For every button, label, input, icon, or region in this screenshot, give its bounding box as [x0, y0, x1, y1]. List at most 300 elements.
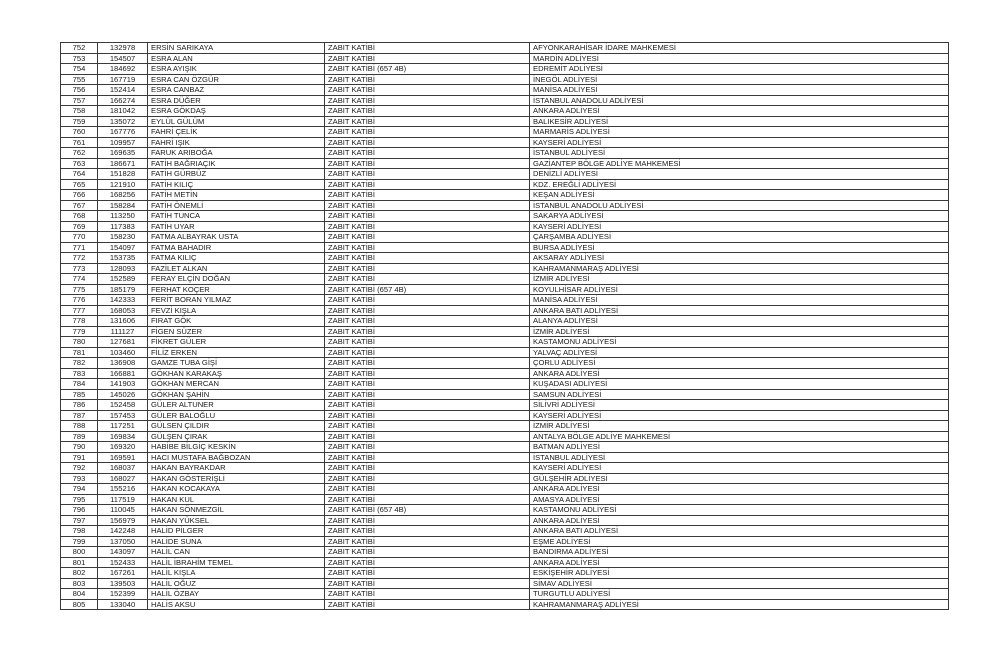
full-name-cell: FATİH UYAR	[148, 221, 325, 232]
registry-number-cell: 181042	[98, 106, 148, 117]
full-name-cell: FEVZİ KIŞLA	[148, 305, 325, 316]
row-number-cell: 796	[61, 505, 98, 516]
full-name-cell: GAMZE TUBA GİŞİ	[148, 358, 325, 369]
table-row	[61, 568, 949, 579]
assigned-unit-cell: İSTANBUL ANADOLU ADLİYESİ	[530, 200, 949, 211]
registry-number-cell: 166274	[98, 95, 148, 106]
full-name-cell: HALİS AKSU	[148, 599, 325, 610]
job-title-cell: ZABIT KATİBİ	[325, 190, 530, 201]
full-name-cell: FATİH BAĞRIAÇIK	[148, 158, 325, 169]
full-name-cell: HABİBE BİLGİÇ KESKİN	[148, 442, 325, 453]
job-title-cell: ZABIT KATİBİ	[325, 452, 530, 463]
assigned-unit-cell: KUŞADASI ADLİYESİ	[530, 379, 949, 390]
row-number-cell: 785	[61, 389, 98, 400]
registry-number-cell: 152399	[98, 589, 148, 600]
job-title-cell: ZABIT KATİBİ	[325, 85, 530, 96]
registry-number-cell: 167776	[98, 127, 148, 138]
row-number-cell: 768	[61, 211, 98, 222]
full-name-cell: GÖKHAN KARAKAŞ	[148, 368, 325, 379]
registry-number-cell: 168027	[98, 473, 148, 484]
registry-number-cell: 117383	[98, 221, 148, 232]
table-row	[61, 473, 949, 484]
assigned-unit-cell: KAYSERİ ADLİYESİ	[530, 410, 949, 421]
job-title-cell: ZABIT KATİBİ	[325, 389, 530, 400]
job-title-cell: ZABIT KATİBİ	[325, 337, 530, 348]
job-title-cell: ZABIT KATİBİ	[325, 368, 530, 379]
full-name-cell: FİGEN SÜZER	[148, 326, 325, 337]
registry-number-cell: 152589	[98, 274, 148, 285]
registry-number-cell: 152414	[98, 85, 148, 96]
full-name-cell: HALİL OĞUZ	[148, 578, 325, 589]
full-name-cell: FATİH METİN	[148, 190, 325, 201]
table-row	[61, 379, 949, 390]
assigned-unit-cell: KAYSERİ ADLİYESİ	[530, 221, 949, 232]
job-title-cell: ZABIT KATİBİ	[325, 211, 530, 222]
row-number-cell: 805	[61, 599, 98, 610]
registry-number-cell: 168053	[98, 305, 148, 316]
assigned-unit-cell: İSTANBUL ADLİYESİ	[530, 452, 949, 463]
table-row	[61, 43, 949, 54]
job-title-cell: ZABIT KATİBİ	[325, 137, 530, 148]
row-number-cell: 779	[61, 326, 98, 337]
row-number-cell: 801	[61, 557, 98, 568]
job-title-cell: ZABIT KATİBİ	[325, 347, 530, 358]
registry-number-cell: 152433	[98, 557, 148, 568]
row-number-cell: 788	[61, 421, 98, 432]
job-title-cell: ZABIT KATİBİ	[325, 106, 530, 117]
full-name-cell: HAKAN BAYRAKDAR	[148, 463, 325, 474]
assigned-unit-cell: ANKARA ADLİYESİ	[530, 557, 949, 568]
full-name-cell: GÖKHAN MERCAN	[148, 379, 325, 390]
full-name-cell: FAZİLET ALKAN	[148, 263, 325, 274]
job-title-cell: ZABIT KATİBİ	[325, 242, 530, 253]
job-title-cell: ZABIT KATİBİ	[325, 421, 530, 432]
job-title-cell: ZABIT KATİBİ	[325, 442, 530, 453]
table-row	[61, 106, 949, 117]
job-title-cell: ZABIT KATİBİ	[325, 232, 530, 243]
assigned-unit-cell: ANKARA BATI ADLİYESİ	[530, 305, 949, 316]
assigned-unit-cell: KAHRAMANMARAŞ ADLİYESİ	[530, 599, 949, 610]
job-title-cell: ZABIT KATİBİ	[325, 169, 530, 180]
table-row	[61, 253, 949, 264]
table-row	[61, 347, 949, 358]
registry-number-cell: 158284	[98, 200, 148, 211]
assigned-unit-cell: İZMİR ADLİYESİ	[530, 326, 949, 337]
assigned-unit-cell: KAYSERİ ADLİYESİ	[530, 137, 949, 148]
assigned-unit-cell: SİMAV ADLİYESİ	[530, 578, 949, 589]
table-row	[61, 578, 949, 589]
row-number-cell: 783	[61, 368, 98, 379]
row-number-cell: 767	[61, 200, 98, 211]
assigned-unit-cell: AKSARAY ADLİYESİ	[530, 253, 949, 264]
table-row	[61, 316, 949, 327]
row-number-cell: 764	[61, 169, 98, 180]
row-number-cell: 756	[61, 85, 98, 96]
table-row	[61, 295, 949, 306]
assigned-unit-cell: MANİSA ADLİYESİ	[530, 295, 949, 306]
row-number-cell: 773	[61, 263, 98, 274]
table-row	[61, 442, 949, 453]
row-number-cell: 799	[61, 536, 98, 547]
row-number-cell: 763	[61, 158, 98, 169]
registry-number-cell: 167719	[98, 74, 148, 85]
table-row	[61, 589, 949, 600]
table-row	[61, 263, 949, 274]
registry-number-cell: 154507	[98, 53, 148, 64]
registry-number-cell: 155216	[98, 484, 148, 495]
assigned-unit-cell: ANKARA ADLİYESİ	[530, 368, 949, 379]
full-name-cell: FATİH TUNCA	[148, 211, 325, 222]
full-name-cell: HAKAN GÖSTERİŞLİ	[148, 473, 325, 484]
assigned-unit-cell: ANKARA ADLİYESİ	[530, 515, 949, 526]
full-name-cell: HACI MUSTAFA BAĞBOZAN	[148, 452, 325, 463]
registry-number-cell: 151828	[98, 169, 148, 180]
assigned-unit-cell: ÇARŞAMBA ADLİYESİ	[530, 232, 949, 243]
job-title-cell: ZABIT KATİBİ	[325, 53, 530, 64]
assigned-unit-cell: YALVAÇ ADLİYESİ	[530, 347, 949, 358]
registry-number-cell: 110045	[98, 505, 148, 516]
registry-number-cell: 133040	[98, 599, 148, 610]
job-title-cell: ZABIT KATİBİ	[325, 148, 530, 159]
assigned-unit-cell: İZMİR ADLİYESİ	[530, 274, 949, 285]
table-row	[61, 505, 949, 516]
full-name-cell: FATİH GÜRBÜZ	[148, 169, 325, 180]
row-number-cell: 755	[61, 74, 98, 85]
row-number-cell: 778	[61, 316, 98, 327]
assigned-unit-cell: SİLİVRİ ADLİYESİ	[530, 400, 949, 411]
row-number-cell: 753	[61, 53, 98, 64]
assigned-unit-cell: BURSA ADLİYESİ	[530, 242, 949, 253]
table-row	[61, 484, 949, 495]
job-title-cell: ZABIT KATİBİ	[325, 116, 530, 127]
full-name-cell: HAKAN YÜKSEL	[148, 515, 325, 526]
full-name-cell: FARUK ARIBOĞA	[148, 148, 325, 159]
table-row	[61, 494, 949, 505]
job-title-cell: ZABIT KATİBİ	[325, 410, 530, 421]
job-title-cell: ZABIT KATİBİ	[325, 179, 530, 190]
full-name-cell: GÜLSEN ÇILDIR	[148, 421, 325, 432]
table-row	[61, 284, 949, 295]
job-title-cell: ZABIT KATİBİ	[325, 379, 530, 390]
full-name-cell: ESRA DÜĞER	[148, 95, 325, 106]
registry-number-cell: 185179	[98, 284, 148, 295]
full-name-cell: HAKAN KOCAKAYA	[148, 484, 325, 495]
table-row	[61, 389, 949, 400]
row-number-cell: 787	[61, 410, 98, 421]
job-title-cell: ZABIT KATİBİ	[325, 431, 530, 442]
registry-number-cell: 169591	[98, 452, 148, 463]
job-title-cell: ZABIT KATİBİ	[325, 263, 530, 274]
row-number-cell: 800	[61, 547, 98, 558]
assigned-unit-cell: ÇORLU ADLİYESİ	[530, 358, 949, 369]
assigned-unit-cell: DENİZLİ ADLİYESİ	[530, 169, 949, 180]
row-number-cell: 765	[61, 179, 98, 190]
row-number-cell: 782	[61, 358, 98, 369]
assigned-unit-cell: ANKARA ADLİYESİ	[530, 106, 949, 117]
full-name-cell: FATİH ÖNEMLİ	[148, 200, 325, 211]
job-title-cell: ZABIT KATİBİ (657 4B)	[325, 64, 530, 75]
row-number-cell: 804	[61, 589, 98, 600]
full-name-cell: ESRA CAN ÖZGÜR	[148, 74, 325, 85]
job-title-cell: ZABIT KATİBİ (657 4B)	[325, 505, 530, 516]
assigned-unit-cell: AMASYA ADLİYESİ	[530, 494, 949, 505]
full-name-cell: FERİT BORAN YILMAZ	[148, 295, 325, 306]
assigned-unit-cell: GAZİANTEP BÖLGE ADLİYE MAHKEMESİ	[530, 158, 949, 169]
registry-number-cell: 152458	[98, 400, 148, 411]
assigned-unit-cell: İSTANBUL ANADOLU ADLİYESİ	[530, 95, 949, 106]
full-name-cell: FATMA KILIÇ	[148, 253, 325, 264]
job-title-cell: ZABIT KATİBİ	[325, 200, 530, 211]
assigned-unit-cell: MARDİN ADLİYESİ	[530, 53, 949, 64]
row-number-cell: 762	[61, 148, 98, 159]
full-name-cell: ERSİN SARIKAYA	[148, 43, 325, 54]
assigned-unit-cell: ANTALYA BÖLGE ADLİYE MAHKEMESİ	[530, 431, 949, 442]
row-number-cell: 775	[61, 284, 98, 295]
row-number-cell: 803	[61, 578, 98, 589]
row-number-cell: 781	[61, 347, 98, 358]
table-row	[61, 274, 949, 285]
row-number-cell: 766	[61, 190, 98, 201]
assigned-unit-cell: KAYSERİ ADLİYESİ	[530, 463, 949, 474]
personnel-table	[60, 42, 949, 610]
table-row	[61, 148, 949, 159]
row-number-cell: 780	[61, 337, 98, 348]
registry-number-cell: 169320	[98, 442, 148, 453]
job-title-cell: ZABIT KATİBİ	[325, 578, 530, 589]
job-title-cell: ZABIT KATİBİ	[325, 547, 530, 558]
job-title-cell: ZABIT KATİBİ	[325, 158, 530, 169]
table-row	[61, 242, 949, 253]
row-number-cell: 761	[61, 137, 98, 148]
table-row	[61, 190, 949, 201]
full-name-cell: ESRA CANBAZ	[148, 85, 325, 96]
table-row	[61, 74, 949, 85]
full-name-cell: FİLİZ ERKEN	[148, 347, 325, 358]
assigned-unit-cell: BATMAN ADLİYESİ	[530, 442, 949, 453]
registry-number-cell: 167261	[98, 568, 148, 579]
job-title-cell: ZABIT KATİBİ	[325, 557, 530, 568]
table-row	[61, 53, 949, 64]
job-title-cell: ZABIT KATİBİ	[325, 95, 530, 106]
registry-number-cell: 135072	[98, 116, 148, 127]
registry-number-cell: 168256	[98, 190, 148, 201]
row-number-cell: 757	[61, 95, 98, 106]
job-title-cell: ZABIT KATİBİ	[325, 484, 530, 495]
row-number-cell: 758	[61, 106, 98, 117]
registry-number-cell: 184692	[98, 64, 148, 75]
assigned-unit-cell: TURGUTLU ADLİYESİ	[530, 589, 949, 600]
assigned-unit-cell: MARMARİS ADLİYESİ	[530, 127, 949, 138]
job-title-cell: ZABIT KATİBİ	[325, 599, 530, 610]
full-name-cell: HALİD PİLGER	[148, 526, 325, 537]
row-number-cell: 770	[61, 232, 98, 243]
job-title-cell: ZABIT KATİBİ	[325, 221, 530, 232]
registry-number-cell: 168037	[98, 463, 148, 474]
registry-number-cell: 145026	[98, 389, 148, 400]
table-row	[61, 158, 949, 169]
table-row	[61, 557, 949, 568]
assigned-unit-cell: KOYULHİSAR ADLİYESİ	[530, 284, 949, 295]
row-number-cell: 797	[61, 515, 98, 526]
assigned-unit-cell: KAHRAMANMARAŞ ADLİYESİ	[530, 263, 949, 274]
assigned-unit-cell: EŞME ADLİYESİ	[530, 536, 949, 547]
table-row	[61, 326, 949, 337]
job-title-cell: ZABIT KATİBİ	[325, 274, 530, 285]
registry-number-cell: 169834	[98, 431, 148, 442]
full-name-cell: HALİL İBRAHİM TEMEL	[148, 557, 325, 568]
table-row	[61, 64, 949, 75]
table-row	[61, 547, 949, 558]
job-title-cell: ZABIT KATİBİ	[325, 74, 530, 85]
assigned-unit-cell: İZMİR ADLİYESİ	[530, 421, 949, 432]
row-number-cell: 776	[61, 295, 98, 306]
table-row	[61, 410, 949, 421]
assigned-unit-cell: KDZ. EREĞLİ ADLİYESİ	[530, 179, 949, 190]
row-number-cell: 769	[61, 221, 98, 232]
row-number-cell: 802	[61, 568, 98, 579]
table-row	[61, 400, 949, 411]
job-title-cell: ZABIT KATİBİ	[325, 400, 530, 411]
registry-number-cell: 109957	[98, 137, 148, 148]
registry-number-cell: 156979	[98, 515, 148, 526]
row-number-cell: 790	[61, 442, 98, 453]
job-title-cell: ZABIT KATİBİ	[325, 589, 530, 600]
row-number-cell: 798	[61, 526, 98, 537]
registry-number-cell: 113250	[98, 211, 148, 222]
registry-number-cell: 157453	[98, 410, 148, 421]
full-name-cell: GÖKHAN ŞAHİN	[148, 389, 325, 400]
assigned-unit-cell: İNEGÖL ADLİYESİ	[530, 74, 949, 85]
row-number-cell: 789	[61, 431, 98, 442]
full-name-cell: HALİL CAN	[148, 547, 325, 558]
job-title-cell: ZABIT KATİBİ	[325, 568, 530, 579]
table-row	[61, 85, 949, 96]
full-name-cell: ESRA GÖKDAŞ	[148, 106, 325, 117]
registry-number-cell: 142333	[98, 295, 148, 306]
assigned-unit-cell: İSTANBUL ADLİYESİ	[530, 148, 949, 159]
job-title-cell: ZABIT KATİBİ	[325, 326, 530, 337]
table-row	[61, 137, 949, 148]
full-name-cell: EYLÜL GÜLÜM	[148, 116, 325, 127]
job-title-cell: ZABIT KATİBİ	[325, 43, 530, 54]
table-row	[61, 179, 949, 190]
row-number-cell: 759	[61, 116, 98, 127]
assigned-unit-cell: MANİSA ADLİYESİ	[530, 85, 949, 96]
registry-number-cell: 127681	[98, 337, 148, 348]
assigned-unit-cell: KASTAMONU ADLİYESİ	[530, 337, 949, 348]
row-number-cell: 792	[61, 463, 98, 474]
registry-number-cell: 121910	[98, 179, 148, 190]
full-name-cell: HALİL KIŞLA	[148, 568, 325, 579]
table-row	[61, 526, 949, 537]
table-row	[61, 431, 949, 442]
full-name-cell: ESRA ALAN	[148, 53, 325, 64]
table-row	[61, 452, 949, 463]
job-title-cell: ZABIT KATİBİ	[325, 316, 530, 327]
assigned-unit-cell: BALIKESİR ADLİYESİ	[530, 116, 949, 127]
registry-number-cell: 117519	[98, 494, 148, 505]
assigned-unit-cell: KEŞAN ADLİYESİ	[530, 190, 949, 201]
full-name-cell: HAKAN SÖNMEZGİL	[148, 505, 325, 516]
table-row	[61, 116, 949, 127]
row-number-cell: 754	[61, 64, 98, 75]
job-title-cell: ZABIT KATİBİ	[325, 295, 530, 306]
table-row	[61, 169, 949, 180]
assigned-unit-cell: BANDIRMA ADLİYESİ	[530, 547, 949, 558]
job-title-cell: ZABIT KATİBİ	[325, 473, 530, 484]
full-name-cell: FATİH KILIÇ	[148, 179, 325, 190]
row-number-cell: 760	[61, 127, 98, 138]
assigned-unit-cell: ALANYA ADLİYESİ	[530, 316, 949, 327]
table-row	[61, 200, 949, 211]
registry-number-cell: 131606	[98, 316, 148, 327]
full-name-cell: HALİDE SUNA	[148, 536, 325, 547]
row-number-cell: 794	[61, 484, 98, 495]
table-row	[61, 232, 949, 243]
registry-number-cell: 141903	[98, 379, 148, 390]
row-number-cell: 777	[61, 305, 98, 316]
registry-number-cell: 137050	[98, 536, 148, 547]
table-row	[61, 536, 949, 547]
row-number-cell: 772	[61, 253, 98, 264]
row-number-cell: 784	[61, 379, 98, 390]
registry-number-cell: 139503	[98, 578, 148, 589]
table-row	[61, 95, 949, 106]
table-row	[61, 337, 949, 348]
assigned-unit-cell: ESKİŞEHİR ADLİYESİ	[530, 568, 949, 579]
registry-number-cell: 111127	[98, 326, 148, 337]
assigned-unit-cell: EDREMİT ADLİYESİ	[530, 64, 949, 75]
job-title-cell: ZABIT KATİBİ	[325, 358, 530, 369]
registry-number-cell: 169635	[98, 148, 148, 159]
table-row	[61, 599, 949, 610]
full-name-cell: HALİL ÖZBAY	[148, 589, 325, 600]
full-name-cell: ESRA AYIŞIK	[148, 64, 325, 75]
table-row	[61, 221, 949, 232]
full-name-cell: GÜLŞEN ÇIRAK	[148, 431, 325, 442]
job-title-cell: ZABIT KATİBİ	[325, 494, 530, 505]
job-title-cell: ZABIT KATİBİ (657 4B)	[325, 284, 530, 295]
job-title-cell: ZABIT KATİBİ	[325, 253, 530, 264]
table-row	[61, 368, 949, 379]
full-name-cell: FERAY ELÇİN DOĞAN	[148, 274, 325, 285]
job-title-cell: ZABIT KATİBİ	[325, 463, 530, 474]
full-name-cell: FATMA ALBAYRAK USTA	[148, 232, 325, 243]
table-row	[61, 515, 949, 526]
full-name-cell: GÜLER BALOĞLU	[148, 410, 325, 421]
assigned-unit-cell: KASTAMONU ADLİYESİ	[530, 505, 949, 516]
row-number-cell: 791	[61, 452, 98, 463]
registry-number-cell: 136908	[98, 358, 148, 369]
row-number-cell: 795	[61, 494, 98, 505]
registry-number-cell: 142248	[98, 526, 148, 537]
full-name-cell: FAHRİ ÇELİK	[148, 127, 325, 138]
registry-number-cell: 143097	[98, 547, 148, 558]
registry-number-cell: 186671	[98, 158, 148, 169]
full-name-cell: GÜLER ALTUNER	[148, 400, 325, 411]
registry-number-cell: 103460	[98, 347, 148, 358]
full-name-cell: FATMA BAHADIR	[148, 242, 325, 253]
assigned-unit-cell: SAKARYA ADLİYESİ	[530, 211, 949, 222]
table-row	[61, 127, 949, 138]
registry-number-cell: 154097	[98, 242, 148, 253]
registry-number-cell: 158230	[98, 232, 148, 243]
full-name-cell: HAKAN KUL	[148, 494, 325, 505]
table-row	[61, 211, 949, 222]
row-number-cell: 774	[61, 274, 98, 285]
job-title-cell: ZABIT KATİBİ	[325, 127, 530, 138]
personnel-table-body	[61, 43, 949, 610]
